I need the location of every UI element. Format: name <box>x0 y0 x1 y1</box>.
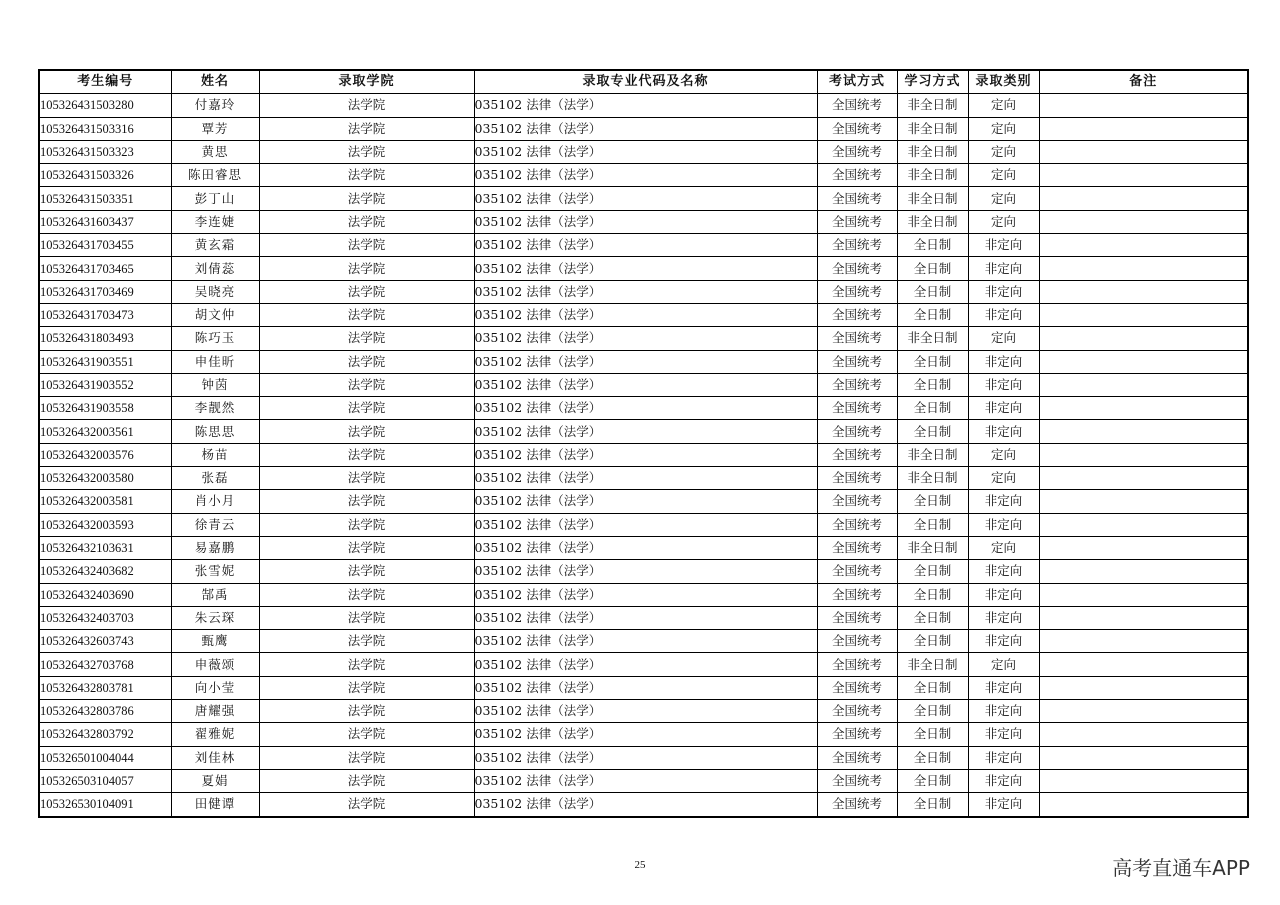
cell-name: 黄思 <box>171 140 259 163</box>
cell-remarks <box>1039 234 1248 257</box>
cell-major: 035102 法律（法学） <box>474 257 817 280</box>
cell-exam-method: 全国统考 <box>817 234 897 257</box>
cell-admission-type: 非定向 <box>968 793 1039 817</box>
cell-study-mode: 非全日制 <box>897 140 968 163</box>
cell-candidate-id: 105326431903558 <box>39 397 171 420</box>
cell-major: 035102 法律（法学） <box>474 723 817 746</box>
cell-name: 甄鹰 <box>171 630 259 653</box>
cell-exam-method: 全国统考 <box>817 723 897 746</box>
cell-name: 郜禹 <box>171 583 259 606</box>
cell-candidate-id: 105326432803781 <box>39 676 171 699</box>
cell-remarks <box>1039 560 1248 583</box>
cell-study-mode: 全日制 <box>897 420 968 443</box>
cell-exam-method: 全国统考 <box>817 606 897 629</box>
cell-candidate-id: 105326432603743 <box>39 630 171 653</box>
table-row <box>39 373 1248 396</box>
cell-candidate-id: 105326501004044 <box>39 746 171 769</box>
cell-admission-type: 非定向 <box>968 630 1039 653</box>
cell-admission-type: 非定向 <box>968 350 1039 373</box>
cell-major: 035102 法律（法学） <box>474 327 817 350</box>
cell-exam-method: 全国统考 <box>817 746 897 769</box>
cell-name: 刘倩蕊 <box>171 257 259 280</box>
cell-admission-type: 非定向 <box>968 257 1039 280</box>
cell-major: 035102 法律（法学） <box>474 490 817 513</box>
cell-name: 易嘉鹏 <box>171 536 259 559</box>
table-row <box>39 793 1248 817</box>
table-row <box>39 513 1248 536</box>
cell-college: 法学院 <box>259 630 474 653</box>
cell-major: 035102 法律（法学） <box>474 94 817 117</box>
cell-exam-method: 全国统考 <box>817 420 897 443</box>
cell-college: 法学院 <box>259 397 474 420</box>
cell-admission-type: 定向 <box>968 140 1039 163</box>
cell-remarks <box>1039 350 1248 373</box>
table-row <box>39 164 1248 187</box>
table-row <box>39 653 1248 676</box>
cell-name: 吴晓亮 <box>171 280 259 303</box>
cell-remarks <box>1039 490 1248 513</box>
cell-study-mode: 非全日制 <box>897 443 968 466</box>
cell-remarks <box>1039 280 1248 303</box>
table-row <box>39 140 1248 163</box>
table-row <box>39 700 1248 723</box>
cell-candidate-id: 105326431803493 <box>39 327 171 350</box>
cell-remarks <box>1039 769 1248 792</box>
table-row <box>39 723 1248 746</box>
cell-college: 法学院 <box>259 303 474 326</box>
cell-name: 陈巧玉 <box>171 327 259 350</box>
cell-admission-type: 非定向 <box>968 723 1039 746</box>
cell-major: 035102 法律（法学） <box>474 280 817 303</box>
cell-exam-method: 全国统考 <box>817 536 897 559</box>
cell-exam-method: 全国统考 <box>817 327 897 350</box>
cell-admission-type: 非定向 <box>968 583 1039 606</box>
cell-college: 法学院 <box>259 793 474 817</box>
cell-remarks <box>1039 373 1248 396</box>
header-major: 录取专业代码及名称 <box>474 70 817 94</box>
cell-exam-method: 全国统考 <box>817 350 897 373</box>
cell-remarks <box>1039 420 1248 443</box>
cell-major: 035102 法律（法学） <box>474 210 817 233</box>
table-row <box>39 443 1248 466</box>
cell-major: 035102 法律（法学） <box>474 443 817 466</box>
cell-college: 法学院 <box>259 94 474 117</box>
header-row <box>39 70 1248 94</box>
cell-candidate-id: 105326432703768 <box>39 653 171 676</box>
cell-admission-type: 非定向 <box>968 606 1039 629</box>
cell-admission-type: 非定向 <box>968 420 1039 443</box>
cell-study-mode: 非全日制 <box>897 187 968 210</box>
cell-major: 035102 法律（法学） <box>474 303 817 326</box>
cell-admission-type: 非定向 <box>968 676 1039 699</box>
table-row <box>39 327 1248 350</box>
cell-major: 035102 法律（法学） <box>474 164 817 187</box>
cell-exam-method: 全国统考 <box>817 94 897 117</box>
cell-major: 035102 法律（法学） <box>474 187 817 210</box>
cell-study-mode: 非全日制 <box>897 117 968 140</box>
cell-college: 法学院 <box>259 443 474 466</box>
cell-remarks <box>1039 327 1248 350</box>
cell-candidate-id: 105326432003576 <box>39 443 171 466</box>
cell-name: 夏娟 <box>171 769 259 792</box>
cell-college: 法学院 <box>259 234 474 257</box>
cell-exam-method: 全国统考 <box>817 653 897 676</box>
cell-college: 法学院 <box>259 280 474 303</box>
cell-remarks <box>1039 653 1248 676</box>
cell-exam-method: 全国统考 <box>817 793 897 817</box>
cell-college: 法学院 <box>259 560 474 583</box>
cell-major: 035102 法律（法学） <box>474 117 817 140</box>
cell-candidate-id: 105326431503351 <box>39 187 171 210</box>
cell-exam-method: 全国统考 <box>817 210 897 233</box>
cell-major: 035102 法律（法学） <box>474 560 817 583</box>
table-row <box>39 350 1248 373</box>
cell-college: 法学院 <box>259 327 474 350</box>
cell-study-mode: 非全日制 <box>897 467 968 490</box>
cell-candidate-id: 105326503104057 <box>39 769 171 792</box>
cell-candidate-id: 105326431503280 <box>39 94 171 117</box>
cell-college: 法学院 <box>259 746 474 769</box>
cell-remarks <box>1039 443 1248 466</box>
table-body <box>39 94 1248 817</box>
cell-admission-type: 定向 <box>968 164 1039 187</box>
cell-name: 陈思思 <box>171 420 259 443</box>
cell-admission-type: 定向 <box>968 327 1039 350</box>
cell-college: 法学院 <box>259 257 474 280</box>
cell-study-mode: 全日制 <box>897 723 968 746</box>
table-row <box>39 560 1248 583</box>
table-row <box>39 490 1248 513</box>
cell-name: 张雪妮 <box>171 560 259 583</box>
cell-exam-method: 全国统考 <box>817 117 897 140</box>
cell-college: 法学院 <box>259 583 474 606</box>
cell-study-mode: 全日制 <box>897 583 968 606</box>
cell-college: 法学院 <box>259 164 474 187</box>
cell-study-mode: 全日制 <box>897 746 968 769</box>
cell-admission-type: 非定向 <box>968 373 1039 396</box>
cell-college: 法学院 <box>259 210 474 233</box>
cell-name: 钟茵 <box>171 373 259 396</box>
cell-study-mode: 全日制 <box>897 234 968 257</box>
cell-remarks <box>1039 536 1248 559</box>
cell-candidate-id: 105326431503316 <box>39 117 171 140</box>
cell-study-mode: 非全日制 <box>897 327 968 350</box>
cell-admission-type: 定向 <box>968 653 1039 676</box>
cell-candidate-id: 105326431703469 <box>39 280 171 303</box>
cell-admission-type: 非定向 <box>968 280 1039 303</box>
cell-college: 法学院 <box>259 536 474 559</box>
cell-remarks <box>1039 630 1248 653</box>
cell-admission-type: 非定向 <box>968 560 1039 583</box>
cell-study-mode: 非全日制 <box>897 653 968 676</box>
cell-candidate-id: 105326530104091 <box>39 793 171 817</box>
app-watermark: 高考直通车APP <box>1112 856 1250 880</box>
cell-remarks <box>1039 117 1248 140</box>
cell-candidate-id: 105326431603437 <box>39 210 171 233</box>
cell-college: 法学院 <box>259 117 474 140</box>
cell-candidate-id: 105326431703465 <box>39 257 171 280</box>
cell-remarks <box>1039 303 1248 326</box>
cell-name: 唐耀强 <box>171 700 259 723</box>
cell-name: 张磊 <box>171 467 259 490</box>
cell-remarks <box>1039 583 1248 606</box>
cell-exam-method: 全国统考 <box>817 140 897 163</box>
cell-study-mode: 非全日制 <box>897 210 968 233</box>
header-candidate-id: 考生编号 <box>39 70 171 94</box>
table-row <box>39 630 1248 653</box>
cell-study-mode: 全日制 <box>897 769 968 792</box>
header-college: 录取学院 <box>259 70 474 94</box>
cell-name: 申薇颂 <box>171 653 259 676</box>
cell-candidate-id: 105326432003580 <box>39 467 171 490</box>
cell-college: 法学院 <box>259 490 474 513</box>
cell-major: 035102 法律（法学） <box>474 606 817 629</box>
cell-major: 035102 法律（法学） <box>474 373 817 396</box>
cell-major: 035102 法律（法学） <box>474 793 817 817</box>
cell-college: 法学院 <box>259 676 474 699</box>
header-name: 姓名 <box>171 70 259 94</box>
cell-name: 付嘉玲 <box>171 94 259 117</box>
cell-major: 035102 法律（法学） <box>474 676 817 699</box>
cell-study-mode: 全日制 <box>897 397 968 420</box>
cell-remarks <box>1039 187 1248 210</box>
cell-name: 朱云琛 <box>171 606 259 629</box>
cell-remarks <box>1039 467 1248 490</box>
cell-admission-type: 定向 <box>968 443 1039 466</box>
cell-college: 法学院 <box>259 420 474 443</box>
header-exam-method: 考试方式 <box>817 70 897 94</box>
table-header <box>39 70 1248 94</box>
table-row <box>39 397 1248 420</box>
table-row <box>39 746 1248 769</box>
cell-study-mode: 非全日制 <box>897 536 968 559</box>
cell-remarks <box>1039 397 1248 420</box>
table-row <box>39 94 1248 117</box>
cell-study-mode: 全日制 <box>897 373 968 396</box>
admission-table <box>38 69 1249 818</box>
table-row <box>39 303 1248 326</box>
cell-study-mode: 全日制 <box>897 700 968 723</box>
cell-remarks <box>1039 164 1248 187</box>
cell-candidate-id: 105326432803792 <box>39 723 171 746</box>
table-row <box>39 769 1248 792</box>
cell-remarks <box>1039 700 1248 723</box>
cell-admission-type: 非定向 <box>968 513 1039 536</box>
cell-remarks <box>1039 140 1248 163</box>
table-row <box>39 606 1248 629</box>
cell-name: 胡文仲 <box>171 303 259 326</box>
cell-exam-method: 全国统考 <box>817 560 897 583</box>
cell-candidate-id: 105326432403703 <box>39 606 171 629</box>
cell-college: 法学院 <box>259 350 474 373</box>
cell-major: 035102 法律（法学） <box>474 653 817 676</box>
cell-remarks <box>1039 210 1248 233</box>
page-number: 25 <box>634 859 646 871</box>
cell-name: 覃芳 <box>171 117 259 140</box>
cell-candidate-id: 105326431503323 <box>39 140 171 163</box>
cell-exam-method: 全国统考 <box>817 467 897 490</box>
cell-name: 李靓然 <box>171 397 259 420</box>
cell-candidate-id: 105326432403682 <box>39 560 171 583</box>
cell-remarks <box>1039 94 1248 117</box>
cell-study-mode: 全日制 <box>897 350 968 373</box>
cell-admission-type: 非定向 <box>968 769 1039 792</box>
cell-admission-type: 非定向 <box>968 397 1039 420</box>
cell-name: 刘佳林 <box>171 746 259 769</box>
cell-study-mode: 全日制 <box>897 560 968 583</box>
cell-admission-type: 定向 <box>968 117 1039 140</box>
cell-college: 法学院 <box>259 140 474 163</box>
cell-candidate-id: 105326431703455 <box>39 234 171 257</box>
cell-admission-type: 定向 <box>968 210 1039 233</box>
cell-candidate-id: 105326431503326 <box>39 164 171 187</box>
cell-name: 徐青云 <box>171 513 259 536</box>
header-study-mode: 学习方式 <box>897 70 968 94</box>
cell-major: 035102 法律（法学） <box>474 536 817 559</box>
cell-study-mode: 全日制 <box>897 303 968 326</box>
cell-study-mode: 全日制 <box>897 257 968 280</box>
cell-study-mode: 全日制 <box>897 676 968 699</box>
table-row <box>39 536 1248 559</box>
cell-major: 035102 法律（法学） <box>474 513 817 536</box>
cell-name: 肖小月 <box>171 490 259 513</box>
cell-name: 申佳昕 <box>171 350 259 373</box>
cell-admission-type: 非定向 <box>968 303 1039 326</box>
cell-major: 035102 法律（法学） <box>474 630 817 653</box>
table-row <box>39 467 1248 490</box>
table-row <box>39 583 1248 606</box>
cell-remarks <box>1039 513 1248 536</box>
cell-college: 法学院 <box>259 769 474 792</box>
cell-candidate-id: 105326431903552 <box>39 373 171 396</box>
cell-name: 杨苗 <box>171 443 259 466</box>
cell-admission-type: 非定向 <box>968 746 1039 769</box>
cell-admission-type: 定向 <box>968 467 1039 490</box>
cell-exam-method: 全国统考 <box>817 700 897 723</box>
cell-major: 035102 法律（法学） <box>474 350 817 373</box>
cell-major: 035102 法律（法学） <box>474 397 817 420</box>
cell-exam-method: 全国统考 <box>817 187 897 210</box>
cell-exam-method: 全国统考 <box>817 280 897 303</box>
cell-candidate-id: 105326431703473 <box>39 303 171 326</box>
table-row <box>39 280 1248 303</box>
cell-exam-method: 全国统考 <box>817 490 897 513</box>
cell-admission-type: 非定向 <box>968 700 1039 723</box>
cell-name: 李连婕 <box>171 210 259 233</box>
cell-candidate-id: 105326431903551 <box>39 350 171 373</box>
cell-college: 法学院 <box>259 653 474 676</box>
cell-admission-type: 定向 <box>968 536 1039 559</box>
cell-remarks <box>1039 793 1248 817</box>
cell-candidate-id: 105326432103631 <box>39 536 171 559</box>
cell-exam-method: 全国统考 <box>817 769 897 792</box>
cell-exam-method: 全国统考 <box>817 676 897 699</box>
cell-admission-type: 非定向 <box>968 490 1039 513</box>
cell-college: 法学院 <box>259 723 474 746</box>
cell-study-mode: 全日制 <box>897 490 968 513</box>
table-row <box>39 257 1248 280</box>
cell-name: 田健谭 <box>171 793 259 817</box>
cell-exam-method: 全国统考 <box>817 397 897 420</box>
cell-study-mode: 非全日制 <box>897 94 968 117</box>
cell-remarks <box>1039 257 1248 280</box>
table-row <box>39 420 1248 443</box>
cell-major: 035102 法律（法学） <box>474 769 817 792</box>
cell-exam-method: 全国统考 <box>817 630 897 653</box>
cell-candidate-id: 105326432003561 <box>39 420 171 443</box>
cell-college: 法学院 <box>259 700 474 723</box>
cell-college: 法学院 <box>259 373 474 396</box>
cell-name: 翟雅妮 <box>171 723 259 746</box>
cell-candidate-id: 105326432003581 <box>39 490 171 513</box>
cell-college: 法学院 <box>259 606 474 629</box>
cell-study-mode: 全日制 <box>897 513 968 536</box>
cell-exam-method: 全国统考 <box>817 583 897 606</box>
table-row <box>39 234 1248 257</box>
cell-exam-method: 全国统考 <box>817 257 897 280</box>
cell-study-mode: 全日制 <box>897 793 968 817</box>
table-row <box>39 117 1248 140</box>
cell-candidate-id: 105326432003593 <box>39 513 171 536</box>
cell-exam-method: 全国统考 <box>817 513 897 536</box>
cell-remarks <box>1039 606 1248 629</box>
cell-major: 035102 法律（法学） <box>474 140 817 163</box>
cell-exam-method: 全国统考 <box>817 303 897 326</box>
cell-study-mode: 非全日制 <box>897 164 968 187</box>
cell-college: 法学院 <box>259 187 474 210</box>
table-row <box>39 676 1248 699</box>
cell-admission-type: 定向 <box>968 94 1039 117</box>
cell-admission-type: 非定向 <box>968 234 1039 257</box>
cell-remarks <box>1039 676 1248 699</box>
cell-name: 彭丁山 <box>171 187 259 210</box>
cell-remarks <box>1039 723 1248 746</box>
cell-candidate-id: 105326432403690 <box>39 583 171 606</box>
cell-study-mode: 全日制 <box>897 280 968 303</box>
cell-admission-type: 定向 <box>968 187 1039 210</box>
cell-name: 向小莹 <box>171 676 259 699</box>
cell-college: 法学院 <box>259 513 474 536</box>
cell-major: 035102 法律（法学） <box>474 467 817 490</box>
header-remarks: 备注 <box>1039 70 1248 94</box>
cell-major: 035102 法律（法学） <box>474 234 817 257</box>
cell-major: 035102 法律（法学） <box>474 420 817 443</box>
cell-exam-method: 全国统考 <box>817 373 897 396</box>
header-admission-type: 录取类别 <box>968 70 1039 94</box>
cell-remarks <box>1039 746 1248 769</box>
cell-candidate-id: 105326432803786 <box>39 700 171 723</box>
cell-name: 黄玄霜 <box>171 234 259 257</box>
cell-exam-method: 全国统考 <box>817 443 897 466</box>
cell-major: 035102 法律（法学） <box>474 700 817 723</box>
cell-study-mode: 全日制 <box>897 606 968 629</box>
cell-exam-method: 全国统考 <box>817 164 897 187</box>
cell-major: 035102 法律（法学） <box>474 746 817 769</box>
cell-study-mode: 全日制 <box>897 630 968 653</box>
table-row <box>39 210 1248 233</box>
table-row <box>39 187 1248 210</box>
cell-college: 法学院 <box>259 467 474 490</box>
cell-major: 035102 法律（法学） <box>474 583 817 606</box>
cell-name: 陈田睿思 <box>171 164 259 187</box>
